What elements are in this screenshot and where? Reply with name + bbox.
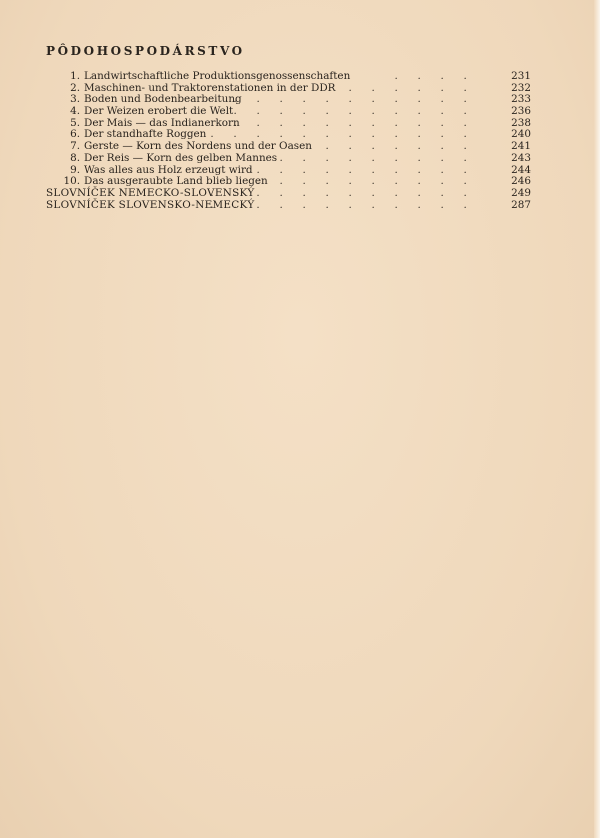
toc-entry[interactable] xyxy=(46,153,531,165)
toc-entry-glossary-de-sk[interactable] xyxy=(46,188,531,200)
toc-entry[interactable] xyxy=(46,106,531,118)
dot-leader: . . . . . . . . . . . . xyxy=(210,186,475,199)
dot-leader: . . . . . . xyxy=(348,81,475,94)
entry-title: Was alles aus Holz erzeugt wird xyxy=(84,163,253,176)
entry-title: Landwirtschaftliche Produktionsgenossenschaften xyxy=(84,70,351,82)
entry-title: Der standhafte Roggen xyxy=(84,128,207,141)
table-of-contents xyxy=(46,71,531,211)
entry-title: Der Mais — das Indianerkorn xyxy=(84,116,240,129)
dot-leader: . . . . . . . . . . . xyxy=(233,116,475,129)
dot-leader: . . . . . . . . . . . . xyxy=(210,198,475,211)
entry-number: 6. xyxy=(70,128,80,141)
page-number: 231 xyxy=(511,70,531,82)
page-number: 244 xyxy=(511,163,531,176)
entry-number: 8. xyxy=(70,151,80,164)
entry-number: 5. xyxy=(70,116,80,129)
entry-number: 3. xyxy=(70,93,80,106)
page-number: 246 xyxy=(511,175,531,188)
toc-entry[interactable] xyxy=(46,71,531,83)
page-number: 233 xyxy=(511,93,531,106)
entry-title: SLOVNÍČEK SLOVENSKO-NEMECKÝ xyxy=(46,198,255,211)
dot-leader: . . . . . . . . . xyxy=(279,151,475,164)
dot-leader: . . . . xyxy=(394,70,475,82)
entry-number: 2. xyxy=(70,81,80,94)
entry-number: 7. xyxy=(70,140,80,153)
entry-title: Gerste — Korn des Nordens und der Oasen xyxy=(84,140,312,153)
page-number: 240 xyxy=(511,128,531,141)
dot-leader: . . . . . . . . . . . xyxy=(233,105,475,118)
entry-number: 10. xyxy=(63,175,80,188)
dot-leader: . . . . . . . . . . . xyxy=(233,93,475,106)
entry-title: SLOVNÍČEK NEMECKO-SLOVENSKÝ xyxy=(46,186,255,199)
entry-number: 1. xyxy=(70,70,80,82)
entry-title: Maschinen- und Traktorenstationen in der DDR xyxy=(84,81,336,94)
dot-leader: . . . . . . . . . . xyxy=(256,163,475,176)
dot-leader: . . . . . . . . . . . . . xyxy=(187,128,475,141)
page-edge xyxy=(594,0,600,838)
page-number: 236 xyxy=(511,105,531,118)
section-heading: PÔDOHOSPODÁRSTVO xyxy=(46,44,245,58)
entry-title: Der Weizen erobert die Welt xyxy=(84,105,234,118)
dot-leader: . . . . . . . . . . xyxy=(256,175,475,188)
dot-leader: . . . . . . . xyxy=(325,140,475,153)
page-number: 241 xyxy=(511,140,531,153)
page-number: 287 xyxy=(511,198,531,211)
entry-number: 9. xyxy=(70,163,80,176)
entry-title: Das ausgeraubte Land blieb liegen xyxy=(84,175,268,188)
entry-title: Boden und Bodenbearbeitung xyxy=(84,93,242,106)
page-number: 243 xyxy=(511,151,531,164)
entry-number: 4. xyxy=(70,105,80,118)
page-number: 249 xyxy=(511,186,531,199)
page-number: 238 xyxy=(511,116,531,129)
toc-entry-glossary-sk-de[interactable] xyxy=(46,200,531,212)
page-number: 232 xyxy=(511,81,531,94)
entry-title: Der Reis — Korn des gelben Mannes xyxy=(84,151,278,164)
